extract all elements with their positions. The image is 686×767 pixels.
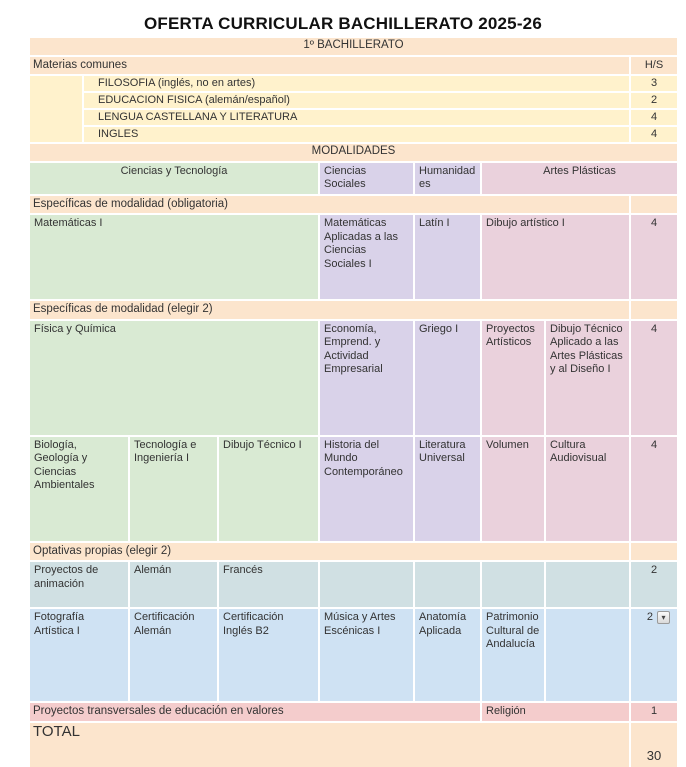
subject-cell-musica: Música y Artes Escénicas I	[320, 609, 413, 701]
subject-cell-volumen: Volumen	[482, 437, 544, 541]
hours-cell: 4	[631, 127, 677, 142]
subject-cell-certificacion-aleman: Certificación Alemán	[130, 609, 217, 701]
modalities-banner: MODALIDADES	[30, 144, 677, 161]
hours-cell: 3	[631, 76, 677, 91]
subject-cell-biologia: Biología, Geología y Ciencias Ambientales	[30, 437, 128, 541]
hours-value: 2	[646, 611, 653, 623]
curriculum-table	[30, 38, 677, 767]
table-row	[30, 57, 677, 75]
total-label: TOTAL	[30, 723, 629, 767]
subject-cell-educacion-fisica: EDUCACION FISICA (alemán/español)	[84, 93, 629, 108]
hours-cell: 2	[631, 562, 677, 607]
empty-cell	[546, 609, 629, 701]
table-row	[30, 301, 677, 319]
subject-cell-proyectos-artisticos: Proyectos Artísticos	[482, 321, 544, 435]
subject-cell-patrimonio: Patrimonio Cultural de Andalucía	[482, 609, 544, 701]
subject-cell-economia: Economía, Emprend. y Actividad Empresarial	[320, 321, 413, 435]
subject-cell-ingles: INGLES	[84, 127, 629, 142]
empty-cell	[30, 76, 82, 142]
subject-cell-griego: Griego I	[415, 321, 480, 435]
common-subjects-block	[30, 76, 677, 142]
empty-cell	[482, 562, 544, 607]
table-row	[30, 562, 677, 607]
subject-cell-aleman: Alemán	[130, 562, 217, 607]
column-header-humanidades: Humanidades	[415, 163, 480, 194]
empty-cell	[320, 562, 413, 607]
subject-cell-proyectos-animacion: Proyectos de animación	[30, 562, 128, 607]
subject-cell-cultura-audiovisual: Cultura Audiovisual	[546, 437, 629, 541]
subject-cell-filosofia: FILOSOFIA (inglés, no en artes)	[84, 76, 629, 91]
table-row	[30, 38, 677, 55]
subject-cell-transversales: Proyectos transversales de educación en valores	[30, 703, 480, 721]
subject-cell-frances: Francés	[219, 562, 318, 607]
hours-cell: 2	[631, 93, 677, 108]
hours-cell-empty	[631, 301, 677, 319]
hours-cell: 4	[631, 321, 677, 435]
hours-cell-empty	[631, 543, 677, 561]
subject-cell-matematicas: Matemáticas I	[30, 215, 318, 299]
empty-cell	[415, 562, 480, 607]
subject-cell-matematicas-aplicadas: Matemáticas Aplicadas a las Ciencias Sociales I	[320, 215, 413, 299]
dropdown-arrow-icon[interactable]: ▾	[657, 611, 670, 624]
total-hours-cell: 30	[631, 723, 677, 767]
column-header-sociales: Ciencias Sociales	[320, 163, 413, 194]
table-row	[30, 437, 677, 541]
subject-cell-literatura: Literatura Universal	[415, 437, 480, 541]
empty-cell	[546, 562, 629, 607]
section-obligatoria: Específicas de modalidad (obligatoria)	[30, 196, 629, 214]
section-materias-comunes: Materias comunes	[30, 57, 629, 75]
subject-cell-anatomia: Anatomía Aplicada	[415, 609, 480, 701]
hours-cell: 1	[631, 703, 677, 721]
hours-header: H/S	[631, 57, 677, 75]
table-row	[30, 215, 677, 299]
subject-cell-fisica-quimica: Física y Química	[30, 321, 318, 435]
page-title: OFERTA CURRICULAR BACHILLERATO 2025-26	[143, 14, 542, 33]
subject-cell-tecnologia: Tecnología e Ingeniería I	[130, 437, 217, 541]
subject-cell-fotografia: Fotografía Artística I	[30, 609, 128, 701]
column-header-artes: Artes Plásticas	[482, 163, 677, 194]
subject-cell-latin: Latín I	[415, 215, 480, 299]
table-row	[30, 163, 677, 194]
subject-cell-lengua: LENGUA CASTELLANA Y LITERATURA	[84, 110, 629, 125]
table-row	[30, 321, 677, 435]
subject-cell-dibujo-artistico: Dibujo artístico I	[482, 215, 629, 299]
subject-cell-dibujo-tecnico: Dibujo Técnico I	[219, 437, 318, 541]
table-row	[30, 723, 677, 767]
subject-cell-certificacion-ingles: Certificación Inglés B2	[219, 609, 318, 701]
table-row	[30, 703, 677, 721]
table-row	[30, 196, 677, 214]
level-banner: 1º BACHILLERATO	[30, 38, 677, 55]
table-row	[30, 144, 677, 161]
hours-cell: 4	[631, 215, 677, 299]
table-row	[30, 609, 677, 701]
hours-cell: 4	[631, 437, 677, 541]
hours-cell: 4	[631, 110, 677, 125]
subject-cell-historia: Historia del Mundo Contemporáneo	[320, 437, 413, 541]
table-row	[30, 543, 677, 561]
column-header-ciencias: Ciencias y Tecnología	[30, 163, 318, 194]
subject-cell-religion: Religión	[482, 703, 629, 721]
subject-cell-dibujo-tecnico-aplicado: Dibujo Técnico Aplicado a las Artes Plásticas y al Diseño I	[546, 321, 629, 435]
hours-cell-empty	[631, 196, 677, 214]
hours-cell	[631, 609, 677, 701]
section-elegir2: Específicas de modalidad (elegir 2)	[30, 301, 629, 319]
section-optativas: Optativas propias (elegir 2)	[30, 543, 629, 561]
